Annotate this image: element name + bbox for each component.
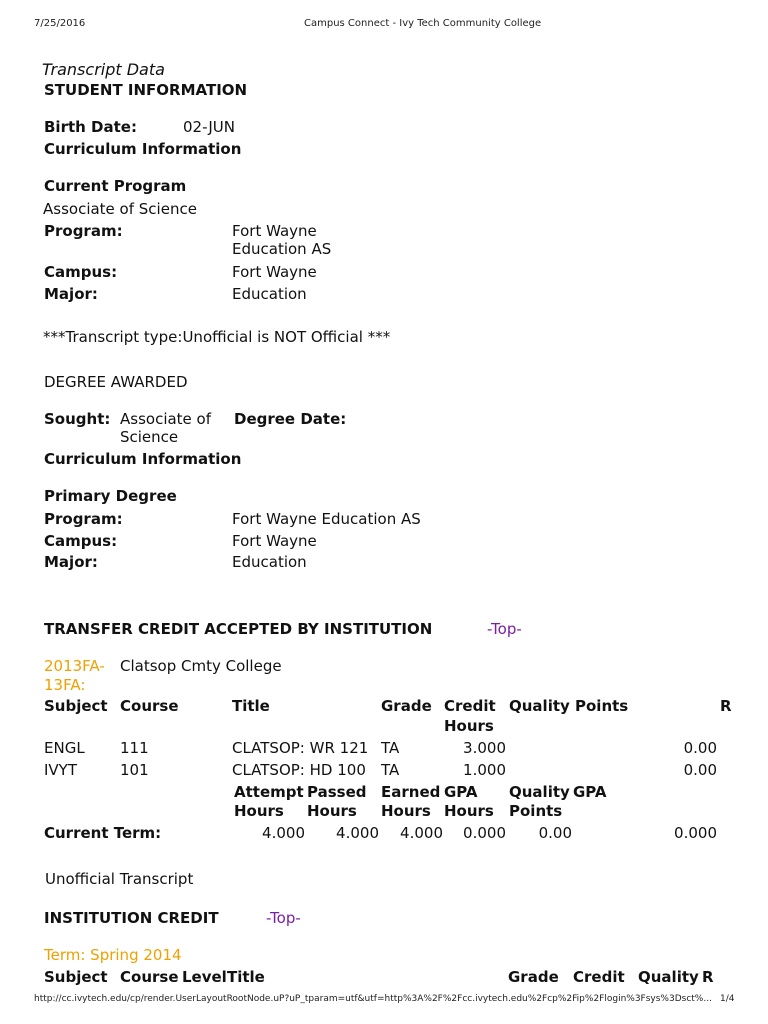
row-quality: 0.00 bbox=[683, 739, 717, 757]
sum-attempt-line1: Attempt bbox=[234, 783, 304, 801]
row-course: 101 bbox=[120, 761, 149, 779]
inst-col-course: Course bbox=[120, 968, 179, 986]
primary-program-label: Program: bbox=[44, 510, 123, 528]
campus-value: Fort Wayne bbox=[232, 263, 317, 281]
campus-label: Campus: bbox=[44, 263, 118, 281]
transfer-term-code-line2: 13FA: bbox=[44, 676, 86, 694]
program-value-line2: Education AS bbox=[232, 240, 332, 258]
sought-value-line2: Science bbox=[120, 428, 179, 446]
primary-degree-heading: Primary Degree bbox=[44, 487, 177, 505]
term-spring-2014: Term: Spring 2014 bbox=[44, 946, 182, 964]
sum-earned-line2: Hours bbox=[381, 802, 431, 820]
footer-page-number: 1/4 bbox=[720, 994, 735, 1004]
student-info-heading: STUDENT INFORMATION bbox=[44, 81, 248, 99]
current-degree: Associate of Science bbox=[43, 200, 197, 218]
row-title: CLATSOP: HD 100 bbox=[232, 761, 366, 779]
col-credit-line1: Credit bbox=[444, 697, 496, 715]
inst-col-quality: Quality bbox=[638, 968, 699, 986]
current-term-passed: 4.000 bbox=[336, 824, 379, 842]
col-credit-line2: Hours bbox=[444, 717, 494, 735]
doc-title: Transcript Data bbox=[42, 60, 165, 79]
inst-col-title: Title bbox=[227, 968, 265, 986]
col-quality-points: Quality Points bbox=[509, 697, 629, 715]
unofficial-notice: ***Transcript type:Unofficial is NOT Official *** bbox=[43, 328, 391, 346]
degree-awarded-heading: DEGREE AWARDED bbox=[44, 373, 188, 391]
row-title: CLATSOP: WR 121 bbox=[232, 739, 369, 757]
institution-credit-heading: INSTITUTION CREDIT bbox=[44, 909, 219, 927]
inst-col-credit: Credit bbox=[573, 968, 625, 986]
transfer-credit-heading: TRANSFER CREDIT ACCEPTED BY INSTITUTION bbox=[44, 620, 433, 638]
current-program-heading: Current Program bbox=[44, 177, 187, 195]
sum-quality-line1: Quality bbox=[509, 783, 570, 801]
col-title: Title bbox=[232, 697, 270, 715]
institution-top-link[interactable]: -Top- bbox=[266, 909, 301, 927]
row-quality: 0.00 bbox=[683, 761, 717, 779]
major-value: Education bbox=[232, 285, 307, 303]
curriculum-heading: Curriculum Information bbox=[44, 140, 242, 158]
inst-col-subject: Subject bbox=[44, 968, 108, 986]
current-term-attempt: 4.000 bbox=[262, 824, 305, 842]
transfer-term-code-line1: 2013FA- bbox=[44, 657, 105, 675]
program-value-line1: Fort Wayne bbox=[232, 222, 317, 240]
row-course: 111 bbox=[120, 739, 149, 757]
primary-campus-label: Campus: bbox=[44, 532, 118, 550]
sum-gpa-hours-line2: Hours bbox=[444, 802, 494, 820]
row-subject: IVYT bbox=[44, 761, 78, 779]
sum-quality-line2: Points bbox=[509, 802, 563, 820]
primary-program-value: Fort Wayne Education AS bbox=[232, 510, 421, 528]
row-credit: 3.000 bbox=[463, 739, 506, 757]
sum-passed-line2: Hours bbox=[307, 802, 357, 820]
major-label: Major: bbox=[44, 285, 98, 303]
row-grade: TA bbox=[381, 739, 400, 757]
row-credit: 1.000 bbox=[463, 761, 506, 779]
inst-col-level: Level bbox=[182, 968, 227, 986]
unofficial-transcript-label: Unofficial Transcript bbox=[45, 870, 194, 888]
col-r: R bbox=[720, 697, 732, 715]
curriculum-heading-2: Curriculum Information bbox=[44, 450, 242, 468]
print-date: 7/25/2016 bbox=[34, 18, 86, 29]
transfer-institution: Clatsop Cmty College bbox=[120, 657, 282, 675]
sum-gpa: GPA bbox=[573, 783, 607, 801]
sought-value-line1: Associate of bbox=[120, 410, 212, 428]
sum-gpa-hours-line1: GPA bbox=[444, 783, 478, 801]
current-term-earned: 4.000 bbox=[400, 824, 443, 842]
inst-col-r: R bbox=[702, 968, 714, 986]
page-header-title: Campus Connect - Ivy Tech Community College bbox=[304, 18, 542, 29]
col-subject: Subject bbox=[44, 697, 108, 715]
primary-campus-value: Fort Wayne bbox=[232, 532, 317, 550]
inst-col-grade: Grade bbox=[508, 968, 559, 986]
current-term-label: Current Term: bbox=[44, 824, 162, 842]
footer-url: http://cc.ivytech.edu/cp/render.UserLayoutRootNode.uP?uP_tparam=utf&utf=http%3A%2F%2Fcc.ivytech.edu%2Fcp%2Fip%2Flogin%3Fsys%3Dsct%... bbox=[34, 994, 712, 1004]
sum-attempt-line2: Hours bbox=[234, 802, 284, 820]
col-course: Course bbox=[120, 697, 179, 715]
primary-major-label: Major: bbox=[44, 553, 98, 571]
transfer-top-link[interactable]: -Top- bbox=[487, 620, 522, 638]
degree-date-label: Degree Date: bbox=[234, 410, 347, 428]
col-grade: Grade bbox=[381, 697, 432, 715]
birth-date-label: Birth Date: bbox=[44, 118, 137, 136]
program-label: Program: bbox=[44, 222, 123, 240]
sum-passed-line1: Passed bbox=[307, 783, 367, 801]
current-term-gpa: 0.000 bbox=[674, 824, 717, 842]
current-term-quality: 0.00 bbox=[538, 824, 572, 842]
sum-earned-line1: Earned bbox=[381, 783, 441, 801]
primary-major-value: Education bbox=[232, 553, 307, 571]
birth-date-value: 02-JUN bbox=[183, 118, 235, 136]
sought-label: Sought: bbox=[44, 410, 111, 428]
current-term-gpa-hours: 0.000 bbox=[463, 824, 506, 842]
row-grade: TA bbox=[381, 761, 400, 779]
row-subject: ENGL bbox=[44, 739, 85, 757]
